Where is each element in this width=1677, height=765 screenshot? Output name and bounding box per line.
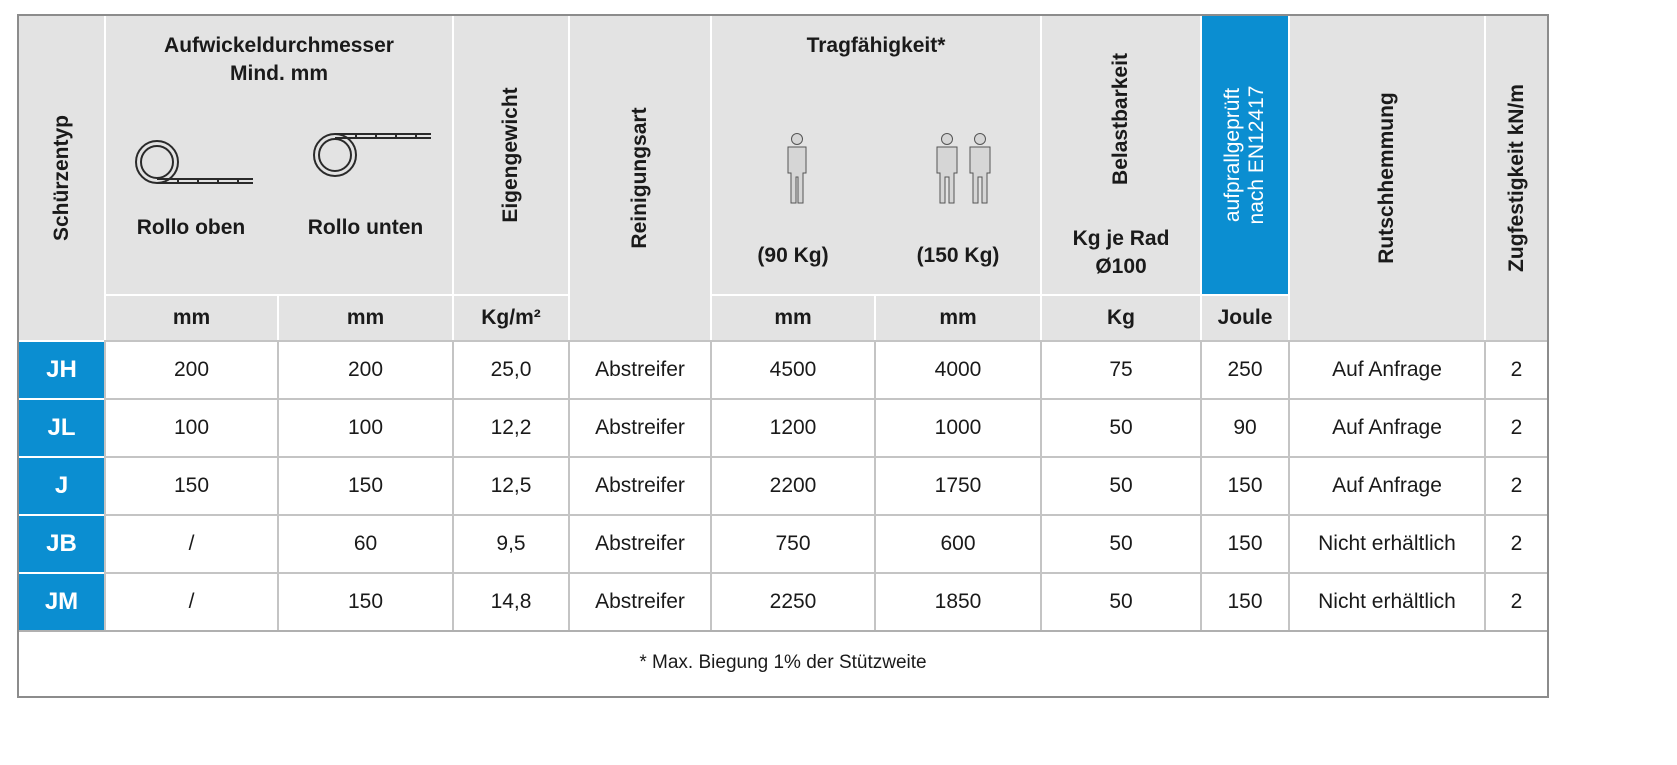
header-rutschhemmung [1290, 16, 1484, 340]
grid-line [104, 572, 1547, 574]
header-kg-je-rad-line2: Ø100 [1095, 255, 1147, 278]
table-cell-t90: 750 [712, 516, 874, 572]
table-cell-t150: 1000 [876, 400, 1040, 456]
table-cell-gewicht: 12,5 [454, 458, 568, 514]
header-eigengewicht-label: Eigengewicht [499, 87, 522, 223]
roll-bottom-icon [311, 131, 435, 177]
grid-line [104, 342, 106, 630]
table-cell-rutsch: Auf Anfrage [1290, 400, 1484, 456]
table-cell-rutsch: Nicht erhältlich [1290, 574, 1484, 630]
table-cell-oben: 150 [106, 458, 277, 514]
table-cell-belast: 50 [1042, 458, 1200, 514]
unit-trag-90: mm [712, 296, 874, 340]
header-rollo-oben: Rollo oben [136, 216, 246, 239]
table-cell-joule: 150 [1202, 516, 1288, 572]
header-rollo-unten: Rollo unten [307, 216, 424, 239]
grid-line [104, 398, 1547, 400]
person-icon [783, 133, 811, 205]
table-cell-joule: 250 [1202, 342, 1288, 398]
grid-line [104, 514, 1547, 516]
grid-line [277, 342, 279, 630]
header-schuerzentyp [19, 16, 104, 340]
table-cell-zug: 2 [1486, 516, 1547, 572]
table-cell-belast: 50 [1042, 400, 1200, 456]
table-cell-unten: 150 [279, 458, 452, 514]
table-cell-joule: 150 [1202, 458, 1288, 514]
header-rutschhemmung-label: Rutschhemmung [1375, 92, 1398, 264]
grid-line [104, 456, 1547, 458]
header-schuerzentyp-label: Schürzentyp [49, 114, 73, 242]
unit-rollo-unten: mm [279, 296, 452, 340]
table-cell-gewicht: 12,2 [454, 400, 568, 456]
header-aufprall [1202, 16, 1288, 294]
unit-trag-150: mm [876, 296, 1040, 340]
grid-line [874, 342, 876, 630]
grid-line [1288, 342, 1290, 630]
table-cell-t90: 2250 [712, 574, 874, 630]
table-cell-t150: 1850 [876, 574, 1040, 630]
unit-rollo-oben: mm [106, 296, 277, 340]
table-cell-unten: 200 [279, 342, 452, 398]
table-cell-zug: 2 [1486, 458, 1547, 514]
table-cell-reinigung: Abstreifer [570, 400, 710, 456]
row-type-badge: JM [19, 574, 104, 630]
table-cell-unten: 100 [279, 400, 452, 456]
table-cell-oben: / [106, 516, 277, 572]
header-aufwickel-line2: Mind. mm [230, 62, 328, 85]
table-cell-gewicht: 14,8 [454, 574, 568, 630]
unit-aufprall: Joule [1202, 296, 1288, 340]
table-cell-t150: 600 [876, 516, 1040, 572]
header-aufprall-line1: aufprallgeprüft [1221, 87, 1244, 223]
table-cell-oben: 200 [106, 342, 277, 398]
header-trag-90: (90 Kg) [757, 244, 829, 267]
grid-line [452, 342, 454, 630]
table-cell-t90: 2200 [712, 458, 874, 514]
header-eigengewicht [454, 16, 568, 294]
table-cell-t90: 4500 [712, 342, 874, 398]
table-cell-belast: 75 [1042, 342, 1200, 398]
header-zugfestigkeit [1486, 16, 1547, 340]
row-type-badge: JL [19, 400, 104, 456]
table-cell-belast: 50 [1042, 516, 1200, 572]
table-cell-zug: 2 [1486, 574, 1547, 630]
header-aufprall-line2: nach EN12417 [1245, 85, 1268, 225]
table-cell-rutsch: Auf Anfrage [1290, 458, 1484, 514]
table-cell-t150: 4000 [876, 342, 1040, 398]
grid-line [1040, 342, 1042, 630]
table-cell-oben: / [106, 574, 277, 630]
footnote: * Max. Biegung 1% der Stützweite [639, 652, 927, 673]
table-cell-oben: 100 [106, 400, 277, 456]
table-cell-t90: 1200 [712, 400, 874, 456]
row-type-badge: JH [19, 342, 104, 398]
grid-line [710, 342, 712, 630]
header-zugfestigkeit-label: Zugfestigkeit kN/m [1504, 84, 1528, 272]
unit-eigengewicht: Kg/m² [454, 296, 568, 340]
unit-belastbarkeit: Kg [1042, 296, 1200, 340]
table-cell-t150: 1750 [876, 458, 1040, 514]
roll-top-icon [133, 140, 257, 186]
table-cell-reinigung: Abstreifer [570, 342, 710, 398]
grid-line [1484, 342, 1486, 630]
table-cell-reinigung: Abstreifer [570, 516, 710, 572]
table-cell-rutsch: Auf Anfrage [1290, 342, 1484, 398]
header-trag-150: (150 Kg) [916, 244, 1000, 267]
table-cell-gewicht: 9,5 [454, 516, 568, 572]
grid-line [1200, 342, 1202, 630]
table-cell-zug: 2 [1486, 342, 1547, 398]
header-kg-je-rad-line1: Kg je Rad [1072, 227, 1170, 250]
table-cell-reinigung: Abstreifer [570, 458, 710, 514]
spec-table [17, 14, 1549, 698]
table-cell-zug: 2 [1486, 400, 1547, 456]
header-reinigungsart-label: Reinigungsart [628, 107, 651, 249]
header-aufprall-label [1221, 86, 1269, 225]
grid-line [568, 342, 570, 630]
row-type-badge: JB [19, 516, 104, 572]
header-belastbarkeit-label: Belastbarkeit [1109, 53, 1132, 185]
header-aufwickel-line1: Aufwickeldurchmesser [164, 34, 394, 57]
table-cell-unten: 60 [279, 516, 452, 572]
table-cell-belast: 50 [1042, 574, 1200, 630]
two-persons-icon [931, 133, 997, 205]
header-tragfaehigkeit-label: Tragfähigkeit* [806, 34, 946, 57]
row-type-badge: J [19, 458, 104, 514]
table-cell-reinigung: Abstreifer [570, 574, 710, 630]
footnote-separator [19, 630, 1547, 632]
table-cell-joule: 150 [1202, 574, 1288, 630]
header-reinigungsart [570, 16, 710, 340]
table-cell-unten: 150 [279, 574, 452, 630]
table-cell-rutsch: Nicht erhältlich [1290, 516, 1484, 572]
grid-line [104, 340, 1547, 342]
table-cell-gewicht: 25,0 [454, 342, 568, 398]
table-cell-joule: 90 [1202, 400, 1288, 456]
